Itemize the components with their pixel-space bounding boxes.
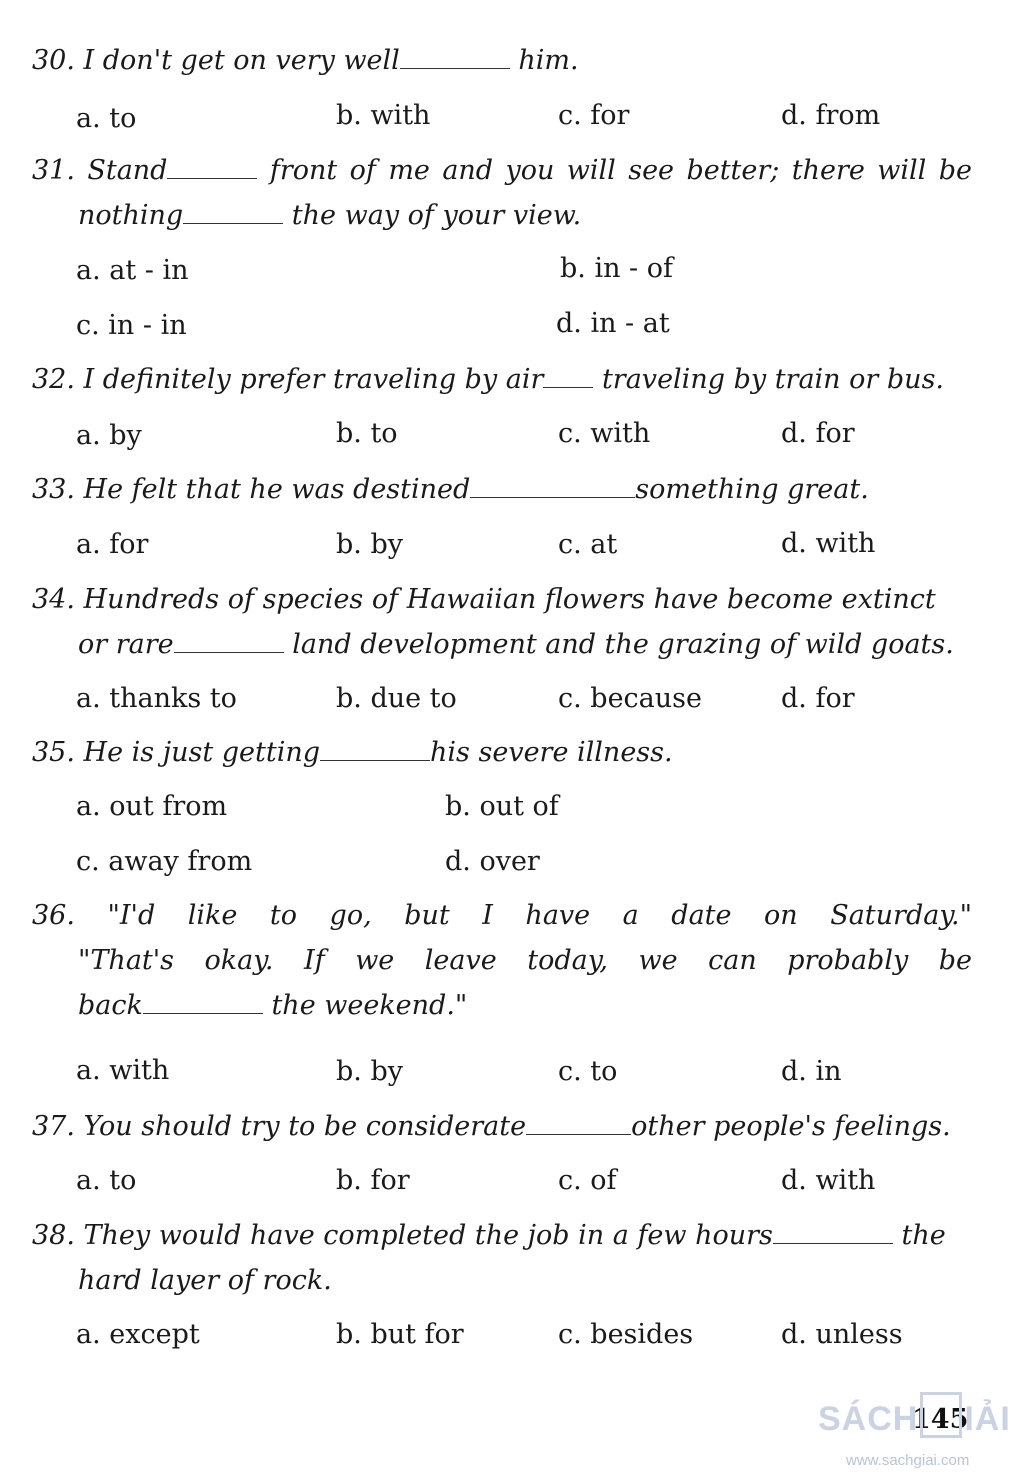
- question-q30: [32, 38, 972, 83]
- answer-option: a. to: [76, 1165, 137, 1196]
- question-q37: [32, 1104, 972, 1149]
- answer-blank: [400, 68, 510, 69]
- question-q38: [32, 1213, 972, 1303]
- question-line: [32, 148, 972, 193]
- answer-option: d. with: [781, 1165, 876, 1196]
- question-text: back: [78, 990, 143, 1021]
- question-text: 30. I don't get on very well: [32, 45, 400, 76]
- question-text: 38. They would have completed the job in a few hours: [32, 1220, 773, 1251]
- answer-option: a. with: [76, 1055, 170, 1086]
- answer-option: b. in - of: [560, 253, 674, 284]
- answer-blank: [543, 387, 593, 388]
- answer-option: d. over: [445, 846, 540, 877]
- answer-option: b. by: [336, 529, 403, 560]
- question-text: 34. Hundreds of species of Hawaiian flowers have become extinct: [32, 584, 936, 615]
- question-text: the way of your view.: [283, 200, 582, 231]
- question-q31: [32, 148, 972, 238]
- answer-option: b. out of: [445, 791, 559, 822]
- answer-blank: [320, 760, 430, 761]
- question-text: land development and the grazing of wild goats.: [283, 629, 954, 660]
- answer-option: c. in - in: [76, 310, 187, 341]
- question-text: the weekend.": [262, 990, 468, 1021]
- question-line: [32, 577, 972, 622]
- answer-option: d. unless: [781, 1319, 903, 1350]
- question-line: [32, 730, 972, 775]
- question-q34: [32, 577, 972, 667]
- question-q32: [32, 357, 972, 402]
- question-text: hard layer of rock.: [78, 1265, 332, 1296]
- answer-option: c. at: [558, 529, 618, 560]
- answer-option: b. but for: [336, 1319, 464, 1350]
- answer-option: d. in - at: [556, 308, 670, 339]
- answer-option: c. because: [558, 683, 702, 714]
- watermark-logo: SÁCH IẢI: [818, 1392, 1011, 1439]
- answer-blank: [470, 497, 635, 498]
- question-line: [32, 1213, 972, 1258]
- question-text: 33. He felt that he was destined: [32, 474, 471, 505]
- question-text: 36. "I'd like to go, but I have a date on Saturday.": [32, 900, 972, 931]
- answer-option: d. for: [781, 418, 855, 449]
- answer-option: b. for: [336, 1165, 410, 1196]
- answer-option: a. at - in: [76, 255, 189, 286]
- answer-option: b. due to: [336, 683, 457, 714]
- question-text: nothing: [78, 200, 184, 231]
- answer-option: c. besides: [558, 1319, 694, 1350]
- answer-option: b. with: [336, 100, 431, 131]
- answer-option: c. of: [558, 1165, 617, 1196]
- answer-blank: [526, 1134, 631, 1135]
- question-text: 32. I definitely prefer traveling by air: [32, 364, 544, 395]
- question-text: traveling by train or bus.: [593, 364, 945, 395]
- question-line: [32, 38, 972, 83]
- answer-blank: [773, 1243, 893, 1244]
- answer-option: c. to: [558, 1056, 618, 1087]
- answer-option: a. by: [76, 420, 142, 451]
- question-line: [32, 357, 972, 402]
- question-text: front of me and you will see better; there will be: [257, 155, 972, 186]
- question-text: something great.: [635, 474, 869, 505]
- answer-blank: [183, 223, 283, 224]
- question-line: [32, 193, 972, 238]
- question-q33: [32, 467, 972, 512]
- answer-option: c. away from: [76, 846, 253, 877]
- watermark-url: www.sachgiai.com: [846, 1452, 970, 1469]
- question-q36: [32, 893, 972, 1028]
- question-text: the: [892, 1220, 946, 1251]
- answer-option: d. in: [781, 1056, 842, 1087]
- question-q35: [32, 730, 972, 775]
- question-text: 31. Stand: [32, 155, 168, 186]
- question-text: other people's feelings.: [631, 1111, 951, 1142]
- answer-option: c. with: [558, 418, 651, 449]
- answer-option: b. by: [336, 1056, 403, 1087]
- question-line: [32, 983, 972, 1028]
- question-line: [32, 938, 972, 983]
- question-text: his severe illness.: [430, 737, 673, 768]
- answer-option: b. to: [336, 418, 398, 449]
- answer-option: a. to: [76, 103, 137, 134]
- answer-option: a. thanks to: [76, 683, 237, 714]
- question-text: or rare: [78, 629, 174, 660]
- question-text: him.: [509, 45, 579, 76]
- answer-option: c. for: [558, 100, 630, 131]
- page-number: 145: [912, 1404, 969, 1435]
- question-line: [32, 1104, 972, 1149]
- question-line: [32, 1258, 972, 1303]
- answer-blank: [143, 1013, 263, 1014]
- answer-option: d. with: [781, 528, 876, 559]
- question-line: [32, 622, 972, 667]
- question-line: [32, 467, 972, 512]
- answer-option: d. for: [781, 683, 855, 714]
- answer-option: d. from: [781, 100, 881, 131]
- answer-blank: [167, 178, 257, 179]
- answer-option: a. except: [76, 1319, 200, 1350]
- question-text: "That's okay. If we leave today, we can probably be: [78, 945, 972, 976]
- answer-blank: [174, 652, 284, 653]
- watermark-box-icon: [920, 1392, 962, 1438]
- question-line: [32, 893, 972, 938]
- answer-option: a. for: [76, 529, 149, 560]
- question-text: 37. You should try to be considerate: [32, 1111, 527, 1142]
- answer-option: a. out from: [76, 791, 228, 822]
- question-text: 35. He is just getting: [32, 737, 321, 768]
